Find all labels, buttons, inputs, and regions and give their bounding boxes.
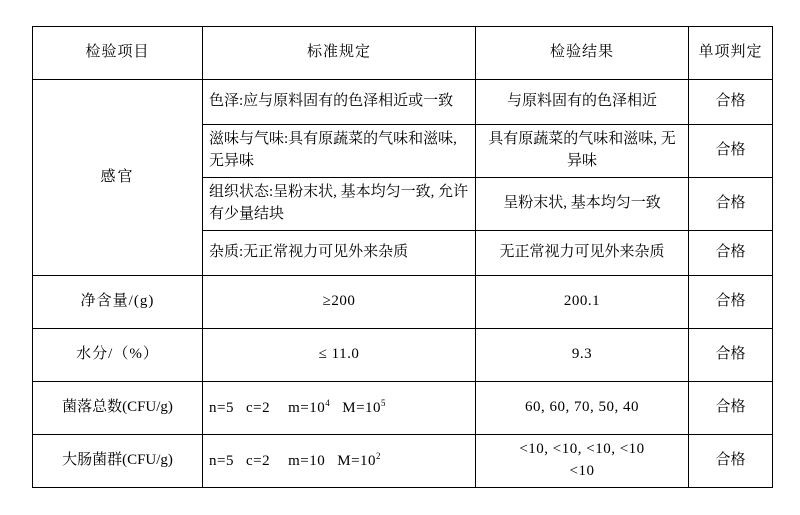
tpc-m-exponent: 4 (325, 397, 331, 408)
row-judgement-moisture: 合格 (689, 329, 773, 382)
tpc-c: c=2 (245, 399, 271, 416)
table-header-row (33, 27, 773, 80)
sense-standard-impurity (203, 231, 476, 276)
sense-standard-color-text: 应与原料固有的色泽相近或一致 (243, 93, 454, 110)
sense-result-flavor: 具有原蔬菜的气味和滋味, 无异味 (476, 125, 689, 178)
row-standard-total-plate-count (203, 382, 476, 435)
row-result-net-content: 200.1 (476, 276, 689, 329)
sense-standard-texture (203, 178, 476, 231)
sense-standard-color-prefix: 色泽: (209, 93, 244, 110)
table-row (33, 435, 773, 488)
coliform-M: M=10 (337, 452, 377, 469)
sense-standard-flavor (203, 125, 476, 178)
row-item-coliform: 大肠菌群(CFU/g) (33, 435, 203, 488)
row-standard-net-content: ≥200 (203, 276, 476, 329)
header-judgement: 单项判定 (689, 27, 773, 80)
sense-group-label: 感官 (33, 80, 203, 276)
table-row (33, 329, 773, 382)
row-item-net-content: 净含量/(g) (33, 276, 203, 329)
tpc-m: m=10 (288, 399, 326, 416)
inspection-report-table (32, 26, 773, 488)
row-result-total-plate-count: 60, 60, 70, 50, 40 (476, 382, 689, 435)
sense-standard-flavor-text: 具有原蔬菜的气味和滋味, 无异味 (209, 131, 457, 169)
sense-result-color: 与原料固有的色泽相近 (476, 80, 689, 125)
row-item-moisture: 水分/（%） (33, 329, 203, 382)
coliform-m: m=10 (288, 452, 326, 469)
row-judgement-coliform: 合格 (689, 435, 773, 488)
sense-standard-impurity-prefix: 杂质: (209, 244, 244, 261)
row-judgement-net-content: 合格 (689, 276, 773, 329)
sense-standard-impurity-text: 无正常视力可见外来杂质 (243, 244, 409, 261)
table-row (33, 382, 773, 435)
row-result-moisture: 9.3 (476, 329, 689, 382)
header-standard: 标准规定 (203, 27, 476, 80)
sense-standard-flavor-prefix: 滋味与气味: (209, 131, 289, 148)
sense-judgement-impurity: 合格 (689, 231, 773, 276)
sense-result-impurity: 无正常视力可见外来杂质 (476, 231, 689, 276)
row-standard-moisture: ≤ 11.0 (203, 329, 476, 382)
sense-judgement-flavor: 合格 (689, 125, 773, 178)
header-result: 检验结果 (476, 27, 689, 80)
table-row (33, 80, 773, 125)
sense-standard-color (203, 80, 476, 125)
table-row (33, 276, 773, 329)
sense-judgement-color: 合格 (689, 80, 773, 125)
sense-result-texture: 呈粉末状, 基本均匀一致 (476, 178, 689, 231)
tpc-n: n=5 (209, 399, 234, 416)
sense-standard-texture-text: 呈粉末状, 基本均匀一致, 允许有少量结块 (209, 184, 469, 222)
coliform-result-line-1: <10, <10, <10, <10 (519, 441, 645, 458)
row-item-total-plate-count: 菌落总数(CFU/g) (33, 382, 203, 435)
sense-judgement-texture: 合格 (689, 178, 773, 231)
row-result-coliform (476, 435, 689, 488)
coliform-n: n=5 (209, 452, 234, 469)
coliform-result-line-2: <10 (569, 463, 595, 479)
tpc-M-exponent: 5 (381, 397, 387, 408)
tpc-M: M=10 (342, 399, 382, 416)
coliform-c: c=2 (245, 452, 271, 469)
coliform-M-exponent: 2 (376, 450, 382, 461)
row-judgement-total-plate-count: 合格 (689, 382, 773, 435)
header-item: 检验项目 (33, 27, 203, 80)
row-standard-coliform (203, 435, 476, 488)
sense-standard-texture-prefix: 组织状态: (209, 184, 274, 201)
